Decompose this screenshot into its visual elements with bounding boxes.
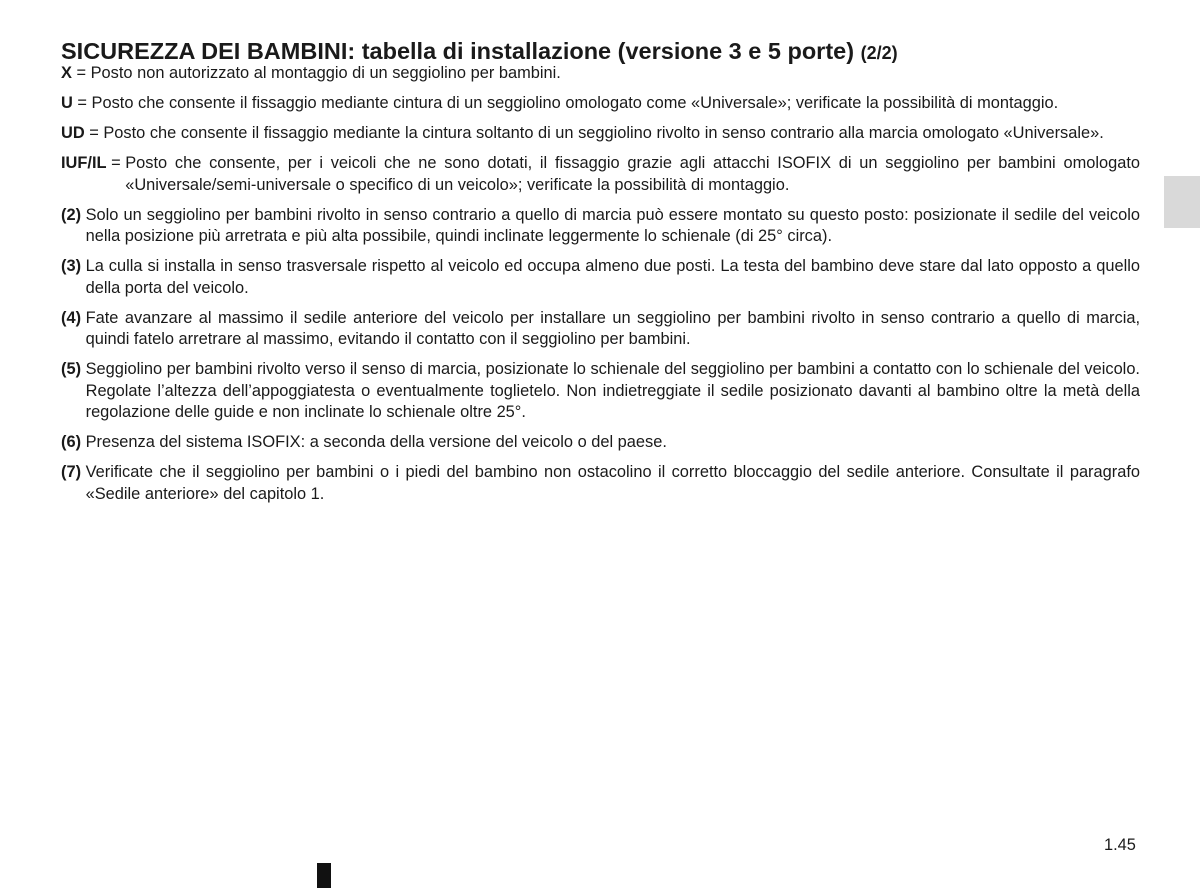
note-entry-2 [61, 205, 1140, 248]
note-key: (5) [61, 360, 82, 378]
definition-entry-iuf-il [61, 153, 1140, 196]
definition-text: Posto non autorizzato al montaggio di un seggiolino per bambini. [90, 64, 561, 82]
note-text: Verificate che il seggiolino per bambini o i piedi del bambino non ostacolino il corretto bloccaggio del sedile anteriore. Consultate il paragrafo «Sedile anteriore» del capitolo 1. [85, 463, 1140, 503]
definition-separator: = [72, 94, 92, 112]
note-text: Solo un seggiolino per bambini rivolto in senso contrario a quello di marcia può essere montato su questo posto: posizionate il sedile del veicolo nella posizione più arretrata e più alta possibile, quindi inclinate leggermente lo schienale (di 25° circa). [85, 205, 1140, 245]
note-entry-3 [61, 256, 1140, 299]
definition-separator: = [71, 64, 91, 82]
note-key: (6) [61, 433, 82, 451]
note-text: Seggiolino per bambini rivolto verso il senso di marcia, posizionate lo schienale del seggiolino per bambini a contatto con lo schienale del veicolo. Regolate l’altezza dell’appoggiatesta o eventualmente toglietelo. Non indietreggiate il sedile posizionato davanti al bambino oltre la metà della regolazione delle guide e non inclinate lo schienale oltre 25°. [85, 360, 1140, 421]
note-text: La culla si installa in senso trasversale rispetto al veicolo ed occupa almeno due posti. La testa del bambino deve stare dal lato opposto a quello della porta del veicolo. [85, 257, 1140, 297]
note-key: (3) [61, 257, 82, 275]
note-entry-7 [61, 462, 1140, 505]
definition-text: Posto che consente il fissaggio mediante cintura di un seggiolino omologato come «Universale»; verificate la possibilità di montaggio. [91, 94, 1059, 112]
crop-mark [317, 863, 331, 888]
definition-separator: = [106, 154, 126, 172]
definition-entry-u [61, 93, 1140, 115]
definition-key: IUF/IL [61, 154, 107, 172]
page-title-main: SICUREZZA DEI BAMBINI: tabella di installazione (versione 3 e 5 porte) [61, 37, 855, 64]
definition-key: X [61, 64, 72, 82]
note-text: Presenza del sistema ISOFIX: a seconda della versione del veicolo o del paese. [85, 433, 667, 451]
definition-entry-x [61, 63, 1140, 85]
note-entry-4 [61, 308, 1140, 351]
definition-key: U [61, 94, 73, 112]
definitions-list [61, 63, 1140, 514]
definition-entry-ud [61, 123, 1140, 145]
definition-text: Posto che consente il fissaggio mediante la cintura soltanto di un seggiolino rivolto in senso contrario alla marcia omologato «Universale». [103, 124, 1104, 142]
page-number: 1.45 [1104, 836, 1136, 854]
definition-separator: = [84, 124, 104, 142]
definition-key: UD [61, 124, 85, 142]
section-thumb-tab [1164, 176, 1200, 228]
note-entry-5 [61, 359, 1140, 424]
note-entry-6 [61, 432, 1140, 454]
definition-text: Posto che consente, per i veicoli che ne sono dotati, il fissaggio grazie agli attacchi ISOFIX di un seggiolino per bambini omologato «Universale/semi-universale o specifico di un veicolo»; verificate la possibilità di montaggio. [125, 154, 1140, 194]
note-key: (4) [61, 308, 82, 327]
note-key: (7) [61, 463, 82, 481]
note-text: Fate avanzare al massimo il sedile anteriore del veicolo per installare un seggiolino per bambini rivolto in senso contrario a quello di marcia, quindi fatelo arretrare al massimo, evitando il contatto con il seggiolino per bambini. [85, 308, 1140, 348]
page-title-suffix: (2/2) [860, 42, 898, 63]
note-key: (2) [61, 205, 82, 224]
